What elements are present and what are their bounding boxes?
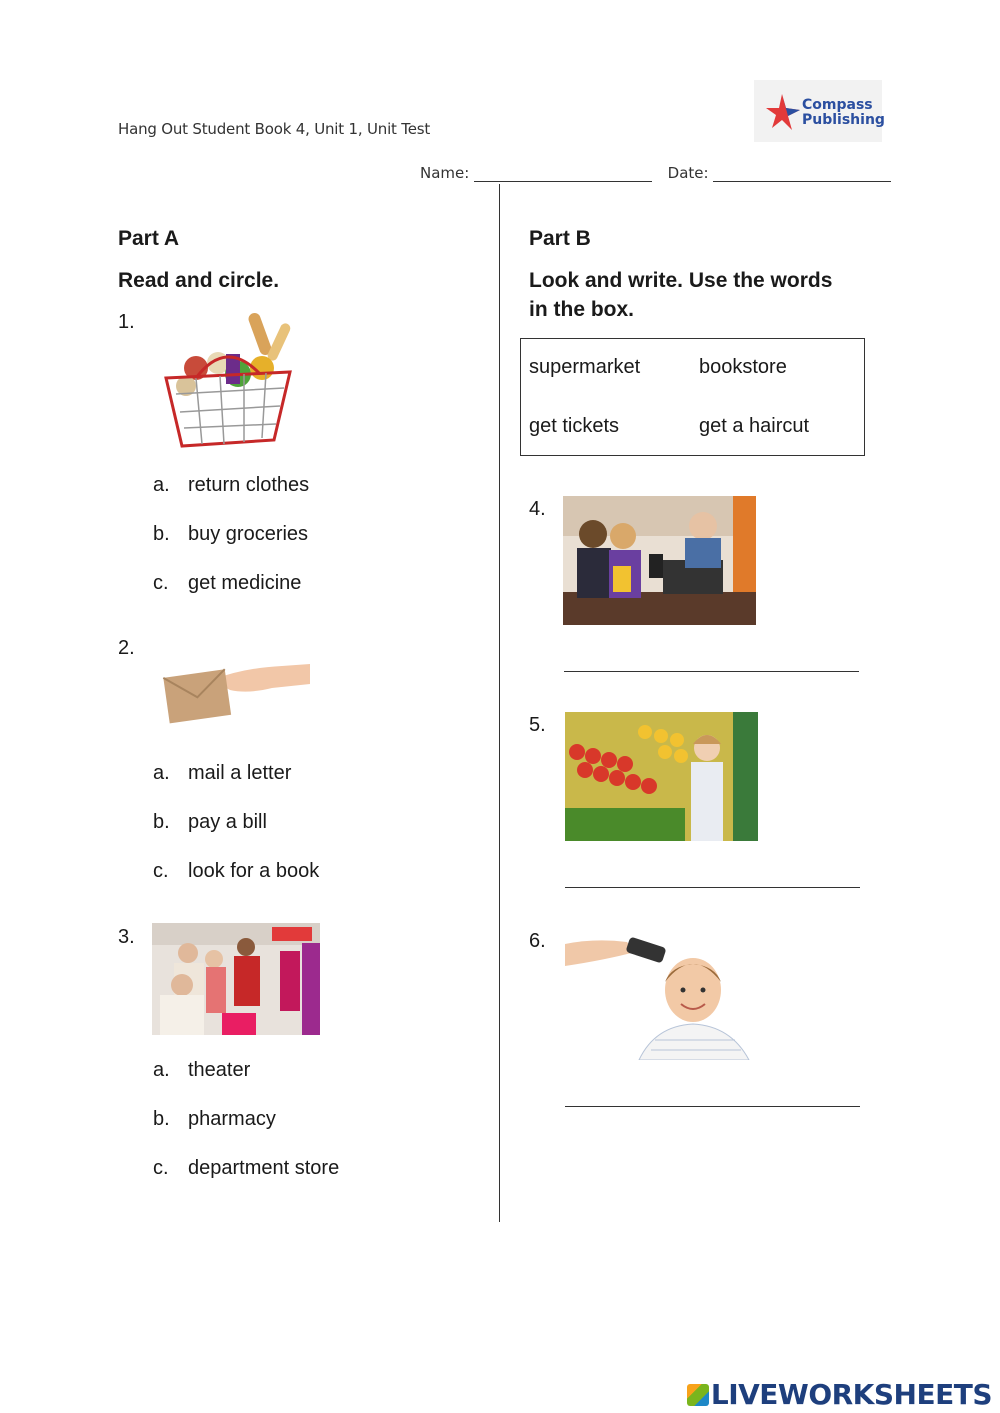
grocery-basket-image [156, 308, 300, 451]
option-text: mail a letter [188, 762, 292, 784]
part-b-title: Part B [529, 227, 591, 250]
star-logo-icon [760, 80, 808, 142]
boy-haircut-image [565, 930, 755, 1060]
word-box [520, 338, 865, 456]
option-letter: c. [153, 860, 169, 882]
option-1c[interactable] [153, 572, 301, 595]
compass-publishing-logo [754, 80, 885, 142]
option-letter: b. [153, 523, 170, 545]
option-1b[interactable] [153, 523, 308, 546]
column-divider [499, 184, 500, 1222]
worksheet-header-title: Hang Out Student Book 4, Unit 1, Unit Test [118, 120, 431, 138]
name-label: Name: [420, 164, 470, 182]
question-3-number: 3. [118, 926, 135, 948]
hand-envelope-image [152, 650, 310, 730]
word-get-a-haircut: get a haircut [699, 415, 810, 437]
name-date-row [420, 164, 891, 182]
answer-line-5[interactable] [565, 887, 860, 888]
option-2b[interactable] [153, 811, 267, 834]
option-3b[interactable] [153, 1108, 276, 1131]
question-4-number: 4. [529, 498, 546, 520]
option-text: return clothes [188, 474, 310, 496]
question-1-number: 1. [118, 311, 135, 333]
option-letter: b. [153, 811, 170, 833]
word-supermarket: supermarket [529, 356, 641, 378]
part-b-instruction-line2: in the box. [529, 298, 634, 321]
option-letter: a. [153, 1059, 170, 1081]
option-text: buy groceries [188, 523, 309, 545]
option-text: pay a bill [188, 811, 267, 833]
part-a-title: Part A [118, 227, 180, 250]
option-3a[interactable] [153, 1059, 250, 1082]
girl-at-fruit-stand-image [565, 712, 758, 841]
option-letter: a. [153, 762, 170, 784]
part-a-instruction: Read and circle. [118, 269, 280, 292]
option-text: get medicine [188, 572, 302, 594]
option-text: look for a book [188, 860, 320, 882]
logo-text-compass: Compass [802, 97, 873, 113]
option-3c[interactable] [153, 1157, 339, 1180]
family-shopping-image [152, 923, 320, 1035]
option-letter: c. [153, 1157, 169, 1179]
option-text: theater [188, 1059, 251, 1081]
word-bookstore: bookstore [699, 356, 787, 378]
option-2a[interactable] [153, 762, 291, 785]
option-letter: a. [153, 474, 170, 496]
date-field[interactable] [713, 167, 891, 182]
option-2c[interactable] [153, 860, 319, 883]
ticket-counter-image [563, 496, 756, 625]
part-b-instruction-line1: Look and write. Use the words [529, 269, 833, 292]
option-1a[interactable] [153, 474, 309, 497]
date-label: Date: [667, 164, 709, 182]
answer-line-4[interactable] [564, 671, 859, 672]
option-text: pharmacy [188, 1108, 276, 1130]
word-get-tickets: get tickets [529, 415, 620, 437]
option-text: department store [188, 1157, 340, 1179]
liveworksheets-logo [687, 1378, 992, 1411]
logo-text-publishing: Publishing [802, 112, 885, 128]
option-letter: b. [153, 1108, 170, 1130]
question-2-number: 2. [118, 637, 135, 659]
answer-line-6[interactable] [565, 1106, 860, 1107]
part-b-instruction [529, 266, 832, 324]
name-field[interactable] [474, 167, 652, 182]
question-6-number: 6. [529, 930, 546, 952]
question-5-number: 5. [529, 714, 546, 736]
option-letter: c. [153, 572, 169, 594]
liveworksheets-badge-icon [687, 1384, 709, 1406]
liveworksheets-brand-text: LIVEWORKSHEETS [710, 1378, 992, 1411]
